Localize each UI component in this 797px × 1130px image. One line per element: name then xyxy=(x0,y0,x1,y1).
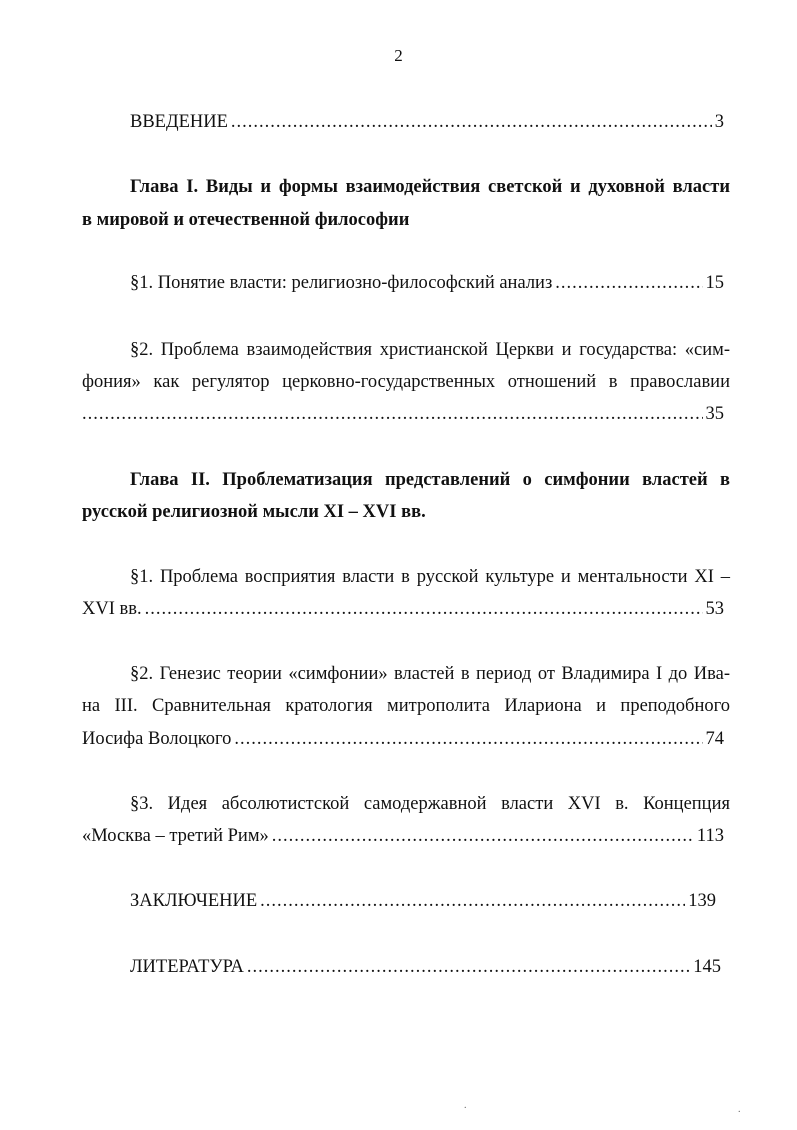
toc-entry-ch2-s2-line-1: §2. Генезис теории «симфонии» властей в период от Владимира I до Ива- xyxy=(130,664,730,684)
dot-leader xyxy=(82,402,703,426)
toc-entry-page: 53 xyxy=(705,599,724,619)
toc-entry-page: 113 xyxy=(696,826,724,846)
dot-leader xyxy=(260,889,685,913)
toc-entry-conclusion xyxy=(130,889,716,913)
toc-entry-literature xyxy=(130,955,721,979)
toc-entry-page: 139 xyxy=(688,891,716,911)
dot-leader xyxy=(247,955,690,979)
chapter-heading-2-line-2: русской религиозной мысли XI – XVI вв. xyxy=(82,502,426,522)
toc-entry-label: ВВЕДЕНИЕ xyxy=(130,112,228,132)
toc-entry-ch2-s2-line-2: на III. Сравнительная кратология митрополита Илариона и преподобного xyxy=(82,696,730,716)
toc-entry-page: 74 xyxy=(705,729,724,749)
toc-entry-ch1-s2-line-1: §2. Проблема взаимодействия христианской Церкви и государства: «сим- xyxy=(130,340,730,360)
chapter-heading-2-line-1: Глава II. Проблематизация представлений о симфонии властей в xyxy=(130,470,730,490)
toc-entry-page: 35 xyxy=(705,404,724,424)
dot-leader xyxy=(272,824,694,848)
toc-entry-ch2-s3-line-2 xyxy=(82,824,724,848)
dot-leader xyxy=(231,110,712,134)
chapter-heading-1-line-2: в мировой и отечественной философии xyxy=(82,210,410,230)
scan-speck: . xyxy=(738,1104,741,1115)
toc-entry-label: «Москва – третий Рим» xyxy=(82,826,269,846)
scan-speck: . xyxy=(464,1100,467,1111)
toc-entry-label: XVI вв. xyxy=(82,599,142,619)
toc-entry-label: ЛИТЕРАТУРА xyxy=(130,957,244,977)
toc-entry-page: 145 xyxy=(693,957,721,977)
toc-entry-ch1-s2-line-3 xyxy=(82,402,724,426)
toc-entry-label: ЗАКЛЮЧЕНИЕ xyxy=(130,891,258,911)
toc-entry-page: 3 xyxy=(714,112,724,132)
dot-leader xyxy=(145,597,703,621)
toc-entry-ch2-s3-line-1: §3. Идея абсолютистской самодержавной власти XVI в. Концепция xyxy=(130,794,730,814)
dot-leader xyxy=(555,271,702,295)
toc-entry-ch1-s1 xyxy=(130,271,724,295)
chapter-heading-1-line-1: Глава I. Виды и формы взаимодействия светской и духовной власти xyxy=(130,177,730,197)
dot-leader xyxy=(234,727,702,751)
toc-entry-intro xyxy=(130,110,724,134)
toc-entry-label: §1. Понятие власти: религиозно-философский анализ xyxy=(130,273,553,293)
toc-entry-label: Иосифа Волоцкого xyxy=(82,729,232,749)
toc-entry-ch2-s1-line-1: §1. Проблема восприятия власти в русской культуре и ментальности XI – xyxy=(130,567,730,587)
toc-entry-page: 15 xyxy=(705,273,724,293)
page-number: 2 xyxy=(394,46,403,65)
toc-entry-ch1-s2-line-2: фония» как регулятор церковно-государственных отношений в православии xyxy=(82,372,730,392)
toc-entry-ch2-s1-line-2 xyxy=(82,597,724,621)
toc-entry-ch2-s2-line-3 xyxy=(82,727,724,751)
